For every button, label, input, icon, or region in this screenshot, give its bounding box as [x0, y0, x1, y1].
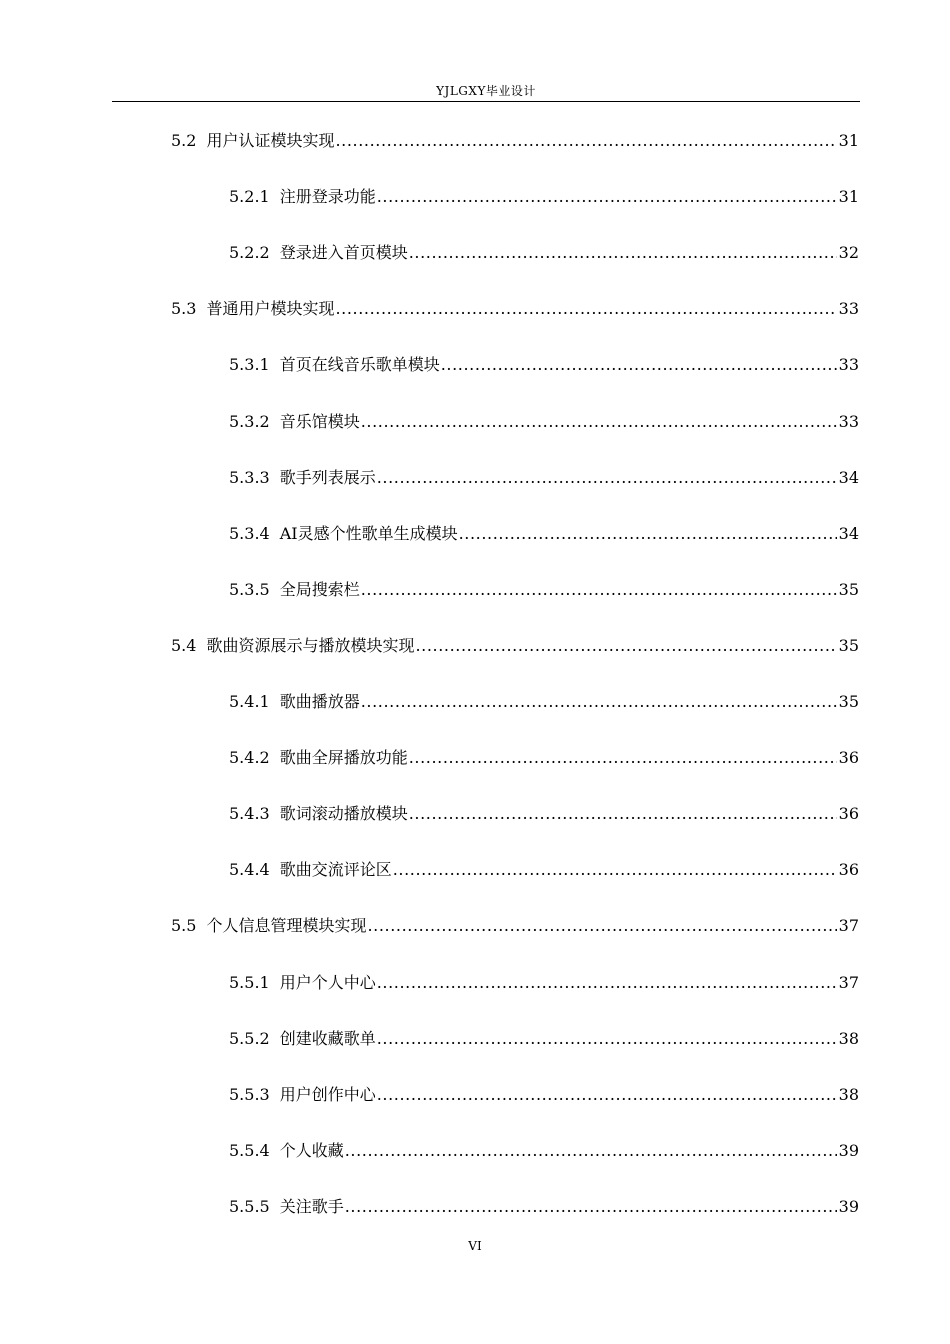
toc-entry[interactable]	[229, 410, 859, 434]
toc-entry[interactable]	[171, 297, 859, 321]
toc-dot-leader	[361, 690, 837, 714]
toc-dot-leader	[335, 297, 836, 321]
toc-dot-leader	[459, 522, 837, 546]
toc-entry-page: 36	[838, 748, 859, 768]
toc-entry-number: 5.3.4	[229, 523, 270, 543]
toc-entry-page: 39	[838, 1140, 859, 1160]
toc-entry[interactable]	[171, 634, 859, 658]
toc-entry-page: 38	[838, 1084, 859, 1104]
toc-entry-page: 37	[838, 916, 859, 936]
toc-dot-leader	[361, 410, 837, 434]
toc-entry[interactable]	[171, 129, 859, 153]
toc-entry-number: 5.4.2	[229, 748, 270, 768]
toc-dot-leader	[409, 746, 837, 770]
toc-entry-page: 34	[838, 467, 859, 487]
toc-entry[interactable]	[229, 241, 859, 265]
toc-entry-number: 5.5.1	[229, 972, 270, 992]
toc-entry[interactable]	[229, 746, 859, 770]
toc-entry-title: 注册登录功能	[279, 187, 376, 207]
toc-dot-leader	[377, 466, 837, 490]
toc-dot-leader	[441, 353, 837, 377]
toc-dot-leader	[415, 634, 836, 658]
toc-entry-number: 5.3	[171, 299, 197, 319]
toc-entry-title: 创建收藏歌单	[279, 1028, 376, 1048]
toc-entry[interactable]	[229, 1083, 859, 1107]
toc-entry[interactable]	[171, 914, 859, 938]
toc-entry-page: 35	[838, 692, 859, 711]
toc-entry-title: 用户个人中心	[279, 972, 376, 992]
toc-entry-title: AI灵感个性歌单生成模块	[279, 523, 458, 543]
toc-entry-number: 5.4	[171, 635, 197, 655]
toc-entry[interactable]	[229, 522, 859, 546]
toc-entry-title: 个人信息管理模块实现	[206, 916, 367, 936]
toc-entry-page: 35	[838, 635, 859, 655]
toc-entry-page: 34	[838, 523, 859, 543]
toc-entry-page: 31	[838, 187, 859, 207]
toc-entry-number: 5.3.3	[229, 467, 270, 487]
page-footer	[0, 1238, 950, 1254]
toc-dot-leader	[409, 241, 837, 265]
toc-entry[interactable]	[229, 578, 859, 602]
toc-entry-number: 5.4.1	[229, 692, 270, 711]
toc-entry-title: 歌曲播放器	[279, 692, 360, 711]
toc-entry-title: 歌词滚动播放模块	[279, 804, 408, 824]
toc-dot-leader	[345, 1139, 837, 1163]
toc-entry-page: 39	[838, 1196, 859, 1216]
toc-entry-title: 音乐馆模块	[279, 411, 360, 431]
toc-entry-page: 33	[838, 355, 859, 375]
toc-entry-page: 35	[838, 579, 859, 599]
toc-entry-title: 登录进入首页模块	[279, 243, 408, 263]
toc-entry-page: 36	[838, 804, 859, 824]
toc-entry-number: 5.5.3	[229, 1084, 270, 1104]
toc-dot-leader	[377, 1083, 837, 1107]
toc-entry-number: 5.4.4	[229, 860, 270, 880]
toc-entry-title: 首页在线音乐歌单模块	[279, 355, 440, 375]
toc-entry[interactable]	[229, 353, 859, 377]
toc-entry-title: 用户认证模块实现	[206, 131, 335, 150]
toc-entry[interactable]	[229, 858, 859, 882]
toc-entry-title: 用户创作中心	[279, 1084, 376, 1104]
toc-dot-leader	[367, 914, 836, 938]
toc-entry-page: 38	[838, 1028, 859, 1048]
toc-dot-leader	[377, 971, 837, 995]
toc-entry-number: 5.4.3	[229, 804, 270, 824]
toc-entry-number: 5.2.1	[229, 187, 270, 207]
toc-entry-title: 歌曲交流评论区	[279, 860, 392, 880]
header-text: YJLGXY毕业设计	[436, 84, 536, 98]
toc-entry[interactable]	[229, 1139, 859, 1163]
toc-entry-number: 5.5.5	[229, 1196, 270, 1216]
toc-entry-title: 普通用户模块实现	[206, 299, 335, 319]
toc-entry[interactable]	[229, 1195, 859, 1219]
toc-entry[interactable]	[229, 971, 859, 995]
toc-entry-page: 33	[838, 411, 859, 431]
page-number: VI	[468, 1239, 482, 1253]
toc-entry-number: 5.5	[171, 916, 197, 936]
toc-entry-title: 关注歌手	[279, 1196, 344, 1216]
toc-entry-title: 歌曲资源展示与播放模块实现	[206, 635, 415, 655]
toc-entry-number: 5.5.2	[229, 1028, 270, 1048]
toc-entry-title: 歌曲全屏播放功能	[279, 748, 408, 768]
toc-entry-page: 32	[838, 243, 859, 263]
toc-entry-number: 5.2.2	[229, 243, 270, 263]
toc-entry-number: 5.2	[171, 131, 197, 150]
toc-entry[interactable]	[229, 1027, 859, 1051]
toc-dot-leader	[377, 185, 837, 209]
toc-entry[interactable]	[229, 690, 859, 714]
toc-dot-leader	[409, 802, 837, 826]
toc-dot-leader	[393, 858, 837, 882]
toc-entry-page: 37	[838, 972, 859, 992]
toc-entry[interactable]	[229, 802, 859, 826]
toc-dot-leader	[377, 1027, 837, 1051]
toc-entry-page: 31	[838, 131, 859, 150]
toc-entry-number: 5.3.5	[229, 579, 270, 599]
toc-entry[interactable]	[229, 466, 859, 490]
toc-entry-number: 5.5.4	[229, 1140, 270, 1160]
toc-dot-leader	[361, 578, 837, 602]
toc-entry-number: 5.3.2	[229, 411, 270, 431]
toc-entry-title: 全局搜索栏	[279, 579, 360, 599]
toc-dot-leader	[345, 1195, 837, 1219]
toc-entry-title: 歌手列表展示	[279, 467, 376, 487]
toc-entry-number: 5.3.1	[229, 355, 270, 375]
toc-entry-title: 个人收藏	[279, 1140, 344, 1160]
toc-entry-page: 36	[838, 860, 859, 880]
toc-entry[interactable]	[229, 185, 859, 209]
toc-entry-page: 33	[838, 299, 859, 319]
toc-dot-leader	[335, 129, 836, 153]
